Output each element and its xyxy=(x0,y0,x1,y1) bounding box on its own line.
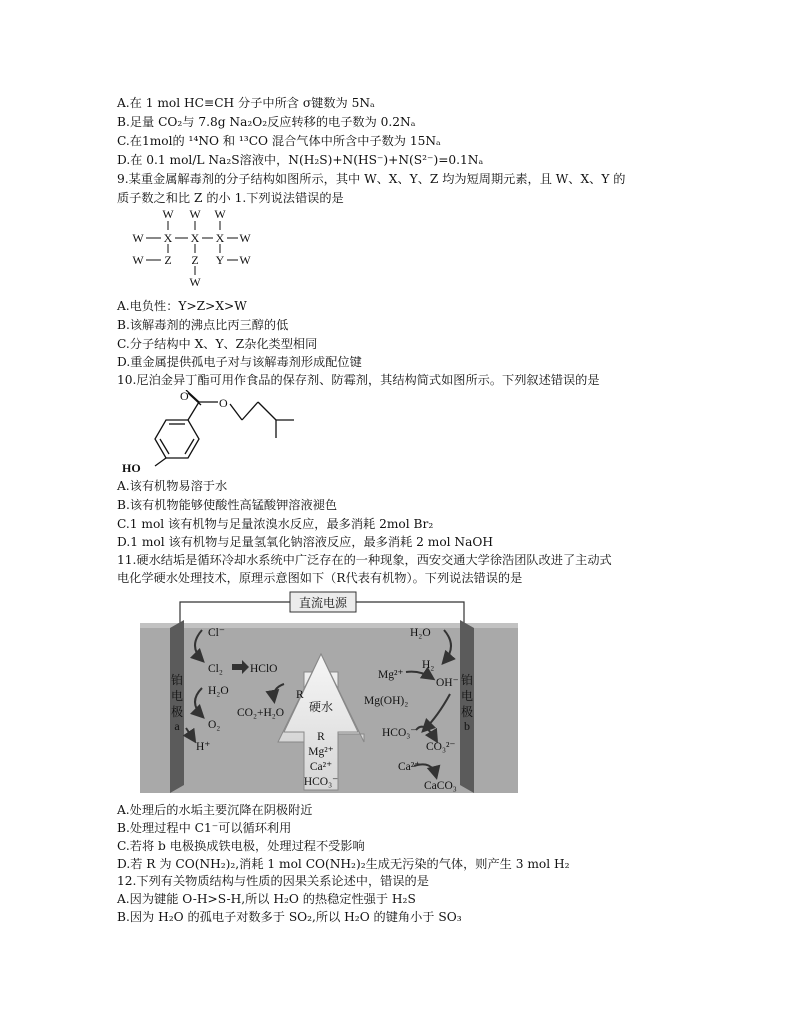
atom-w-right2: W xyxy=(239,253,251,267)
q11-option-a: A.处理后的水垢主要沉降在阴极附近 xyxy=(117,803,313,817)
q10-option-a: A.该有机物易溶于水 xyxy=(117,479,228,493)
atom-x2: X xyxy=(190,231,200,245)
magnesium-hydroxide: Mg(OH)₂ xyxy=(364,695,409,707)
hydrogen-gas: H₂ xyxy=(422,659,435,671)
q10-option-b: B.该有机物能够使酸性高锰酸钾溶液褪色 xyxy=(117,498,338,512)
q10-option-d: D.1 mol 该有机物与足量氢氧化钠溶液反应，最多消耗 2 mol NaOH xyxy=(117,535,493,549)
svg-text:Mg²⁺: Mg²⁺ xyxy=(308,746,334,758)
q8-option-d: D.在 0.1 mol/L Na₂S溶液中，N(H₂S)+N(HS⁻)+N(S²⁻)=0.1Nₐ xyxy=(117,153,484,167)
svg-text:R: R xyxy=(317,731,325,743)
benzene-ring xyxy=(155,420,199,458)
q11-option-b: B.处理过程中 C1⁻可以循环利用 xyxy=(117,821,292,835)
organic-r: R xyxy=(296,689,304,701)
carbonyl-oxygen: O xyxy=(180,390,189,403)
q9-stem-line1: 9.某重金属解毒剂的分子结构如图所示，其中 W、X、Y、Z 均为短周期元素，且 W、X、Y 的 xyxy=(117,172,626,186)
q9-option-c: C.分子结构中 X、Y、Z杂化类型相同 xyxy=(117,337,318,351)
ester-oxygen: O xyxy=(219,396,228,410)
q10-structure-formula xyxy=(118,390,308,476)
bicarbonate-ion: HCO₃⁻ xyxy=(382,727,417,739)
atom-x1: X xyxy=(163,231,173,245)
svg-text:a: a xyxy=(174,719,180,733)
q9-option-b: B.该解毒剂的沸点比丙三醇的低 xyxy=(117,318,289,332)
svg-text:HCO₃⁻: HCO₃⁻ xyxy=(303,776,339,788)
q8-option-c: C.在1mol的 ¹⁴NO 和 ¹³CO 混合气体中所含中子数为 15Nₐ xyxy=(117,134,441,148)
chlorine-gas: Cl₂ xyxy=(208,663,223,675)
atom-w-bottom: W xyxy=(189,275,201,289)
q11-option-d: D.若 R 为 CO(NH₂)₂,消耗 1 mol CO(NH₂)₂生成无污染的气体，则产生 3 mol H₂ xyxy=(117,857,570,871)
q9-option-a: A.电负性：Y>Z>X>W xyxy=(117,299,247,313)
calcium-ion: Ca²⁺ xyxy=(398,761,421,773)
atom-w-right1: W xyxy=(239,231,251,245)
q11-electrolysis-diagram xyxy=(120,590,530,798)
hydrogen-ion: H⁺ xyxy=(196,741,211,753)
svg-text:b: b xyxy=(464,719,470,733)
atom-w-top2: W xyxy=(189,207,201,221)
atom-z2: Z xyxy=(191,253,199,267)
q9-option-d: D.重金属提供孤电子对与该解毒剂形成配位键 xyxy=(117,355,362,369)
svg-text:极: 极 xyxy=(460,705,474,719)
chloride-ion: Cl⁻ xyxy=(208,627,225,639)
atom-z1: Z xyxy=(164,253,172,267)
atom-w-left1: W xyxy=(132,231,144,245)
svg-text:铂: 铂 xyxy=(170,673,184,687)
magnesium-ion: Mg²⁺ xyxy=(378,669,404,681)
hydroxide-ion: OH⁻ xyxy=(436,677,459,689)
power-label: 直流电源 xyxy=(298,596,348,610)
carbonate-ion: CO₃²⁻ xyxy=(426,741,456,753)
atom-x3: X xyxy=(215,231,225,245)
hard-water-label: 硬水 xyxy=(308,700,334,714)
hydroxy-label: HO xyxy=(122,461,141,475)
q12-option-a: A.因为键能 O-H>S-H,所以 H₂O 的热稳定性强于 H₂S xyxy=(117,892,416,906)
svg-text:Ca²⁺: Ca²⁺ xyxy=(309,761,333,773)
atom-w-left2: W xyxy=(132,253,144,267)
q11-stem-line2: 电化学硬水处理技术，原理示意图如下（R代表有机物）。下列说法错误的是 xyxy=(117,571,523,585)
atom-y: Y xyxy=(215,253,225,267)
svg-text:铂: 铂 xyxy=(460,673,474,687)
q8-option-b: B.足量 CO₂与 7.8g Na₂O₂反应转移的电子数为 0.2Nₐ xyxy=(117,115,416,129)
q10-stem: 10.尼泊金异丁酯可用作食品的保存剂、防霉剂，其结构简式如图所示。下列叙述错误的是 xyxy=(117,373,600,387)
svg-text:电: 电 xyxy=(170,689,184,703)
co2-water: CO₂+H₂O xyxy=(237,707,285,719)
atom-w-top1: W xyxy=(162,207,174,221)
atom-w-top3: W xyxy=(214,207,226,221)
q11-option-c: C.若将 b 电极换成铁电极，处理过程不受影响 xyxy=(117,839,365,853)
calcium-carbonate: CaCO₃ xyxy=(424,780,457,792)
q11-stem-line1: 11.硬水结垢是循环冷却水系统中广泛存在的一种现象，西安交通大学徐浩团队改进了主动式 xyxy=(117,553,612,567)
oxygen-gas: O₂ xyxy=(208,719,221,731)
svg-text:极: 极 xyxy=(170,705,184,719)
water-right: H₂O xyxy=(410,627,431,639)
svg-text:电: 电 xyxy=(460,689,474,703)
water-left: H₂O xyxy=(208,685,229,697)
q9-stem-line2: 质子数之和比 Z 的小 1.下列说法错误的是 xyxy=(117,191,344,205)
q12-option-b: B.因为 H₂O 的孤电子对数多于 SO₂,所以 H₂O 的键角小于 SO₃ xyxy=(117,910,462,924)
q12-stem: 12.下列有关物质结构与性质的因果关系论述中，错误的是 xyxy=(117,874,429,888)
q9-molecule-structure xyxy=(125,204,265,292)
hypochlorous-acid: HClO xyxy=(250,663,278,675)
q10-option-c: C.1 mol 该有机物与足量浓溴水反应，最多消耗 2mol Br₂ xyxy=(117,517,434,531)
q8-option-a: A.在 1 mol HC≡CH 分子中所含 σ键数为 5Nₐ xyxy=(117,96,375,110)
